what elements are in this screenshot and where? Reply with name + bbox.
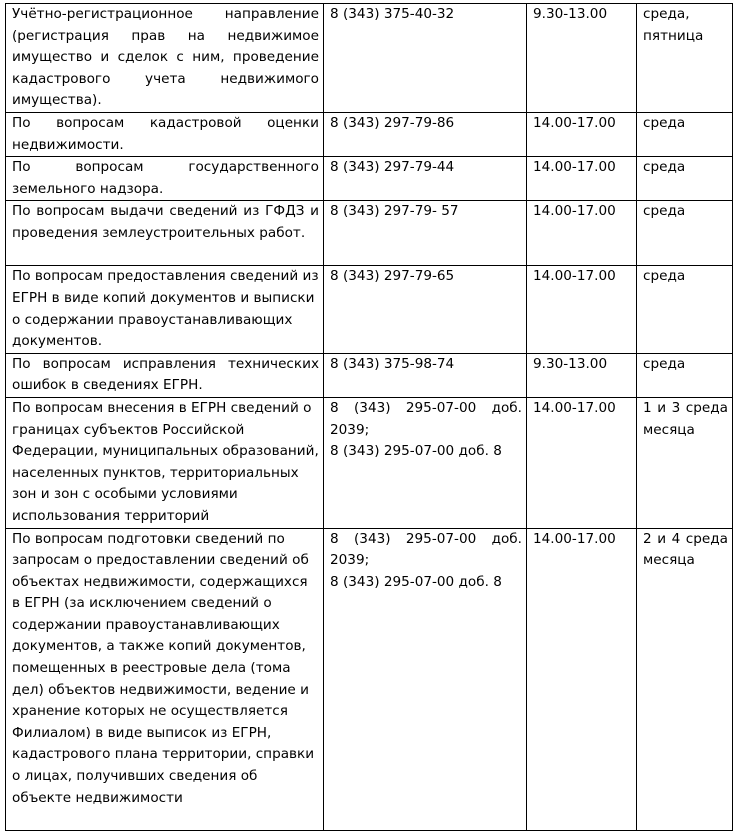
hours-cell (527, 266, 637, 353)
table-row (6, 157, 733, 201)
topic-cell (6, 353, 324, 397)
phone-cell (324, 528, 527, 830)
phone-cell (324, 397, 527, 528)
days-cell (637, 113, 733, 157)
table-row (6, 353, 733, 397)
hours-text: 14.00-17.00 (533, 159, 616, 176)
days-cell (637, 157, 733, 201)
days-cell (637, 353, 733, 397)
hours-cell (527, 397, 637, 528)
topic-text: По вопросам предоставления сведений из ЕГРН в виде копий документов и выписки о содержании правоустанавливающих документов. (12, 268, 319, 350)
days-text: среда (643, 268, 686, 285)
days-cell (637, 266, 733, 353)
topic-text: Учётно-регистрационное направление (регистрация прав на недвижимое имущество и сделок с ним, проведение кадастрового учета недвижимого имущества). (12, 6, 319, 109)
phone-text: 8 (343) 297-79-86 (330, 115, 455, 131)
phone-text-alt: 8 (343) 295-07-00 доб. 8 (330, 573, 502, 590)
phone-cell (324, 266, 527, 353)
table-row (6, 266, 733, 353)
days-cell (637, 528, 733, 830)
phone-text: 8 (343) 295-07-00 доб. (330, 399, 522, 416)
hours-text: 14.00-17.00 (533, 530, 616, 547)
table-row (6, 528, 733, 830)
table-row (6, 397, 733, 528)
hours-cell (527, 157, 637, 201)
table-row (6, 4, 733, 113)
days-text: среда (643, 115, 686, 131)
topic-text: По вопросам подготовки сведений по запросам о предоставлении сведений об объектах недвижимости, содержащихся в ЕГРН (за исключением сведений о содержании правоустанавливающих документов, а также копий документов, помещенных в реестровые дела (тома дел) объектов недвижимости, ведение и хранение которых не осуществляется Филиалом) в виде выписок из ЕГРН, кадастрового плана территории, справки о лицах, получивших сведения об объекте недвижимости (12, 530, 315, 806)
contacts-table (5, 3, 733, 831)
hours-cell (527, 528, 637, 830)
days-text: среда (643, 203, 686, 220)
phone-extension: 2039; (330, 421, 370, 438)
phone-extension: 2039; (330, 552, 370, 569)
topic-cell (6, 157, 324, 201)
topic-cell (6, 113, 324, 157)
topic-text: По вопросам кадастровой оценки недвижимости. (12, 115, 319, 153)
topic-cell (6, 201, 324, 266)
hours-cell (527, 4, 637, 113)
days-text: 2 и 4 среда месяца (643, 530, 728, 569)
hours-text: 14.00-17.00 (533, 203, 616, 220)
phone-text: 8 (343) 375-40-32 (330, 6, 455, 22)
hours-cell (527, 201, 637, 266)
phone-cell (324, 353, 527, 397)
hours-cell (527, 113, 637, 157)
hours-text: 14.00-17.00 (533, 268, 616, 285)
hours-text: 14.00-17.00 (533, 115, 616, 131)
phone-text: 8 (343) 297-79-44 (330, 159, 455, 176)
topic-text: По вопросам государственного земельного надзора. (12, 159, 319, 197)
days-text: среда (643, 159, 686, 176)
phone-cell (324, 201, 527, 266)
topic-cell (6, 4, 324, 113)
topic-text: По вопросам исправления технических ошибок в сведениях ЕГРН. (12, 355, 319, 394)
phone-cell (324, 157, 527, 201)
phone-text: 8 (343) 297-79- 57 (330, 203, 459, 220)
table-row (6, 201, 733, 266)
days-cell (637, 397, 733, 528)
days-text: среда (643, 355, 686, 372)
phone-cell (324, 113, 527, 157)
phone-cell (324, 4, 527, 113)
phone-text: 8 (343) 295-07-00 доб. (330, 530, 522, 547)
hours-text: 14.00-17.00 (533, 399, 616, 416)
days-cell (637, 4, 733, 113)
phone-text: 8 (343) 375-98-74 (330, 355, 455, 372)
days-cell (637, 201, 733, 266)
hours-cell (527, 353, 637, 397)
days-text: среда, пятница (643, 6, 704, 44)
phone-text: 8 (343) 297-79-65 (330, 268, 455, 285)
topic-text: По вопросам внесения в ЕГРН сведений о границах субъектов Российской Федерации, муниципальных образований, населенных пунктов, территориальных зон и зон с особыми условиями использования территорий (12, 399, 319, 524)
topic-cell (6, 266, 324, 353)
days-text: 1 и 3 среда месяца (643, 399, 728, 438)
topic-cell (6, 528, 324, 830)
hours-text: 9.30-13.00 (533, 355, 608, 372)
phone-text-alt: 8 (343) 295-07-00 доб. 8 (330, 443, 502, 460)
hours-text: 9.30-13.00 (533, 6, 608, 22)
table-row (6, 113, 733, 157)
topic-text: По вопросам выдачи сведений из ГФДЗ и проведения землеустроительных работ. (12, 203, 319, 241)
topic-cell (6, 397, 324, 528)
